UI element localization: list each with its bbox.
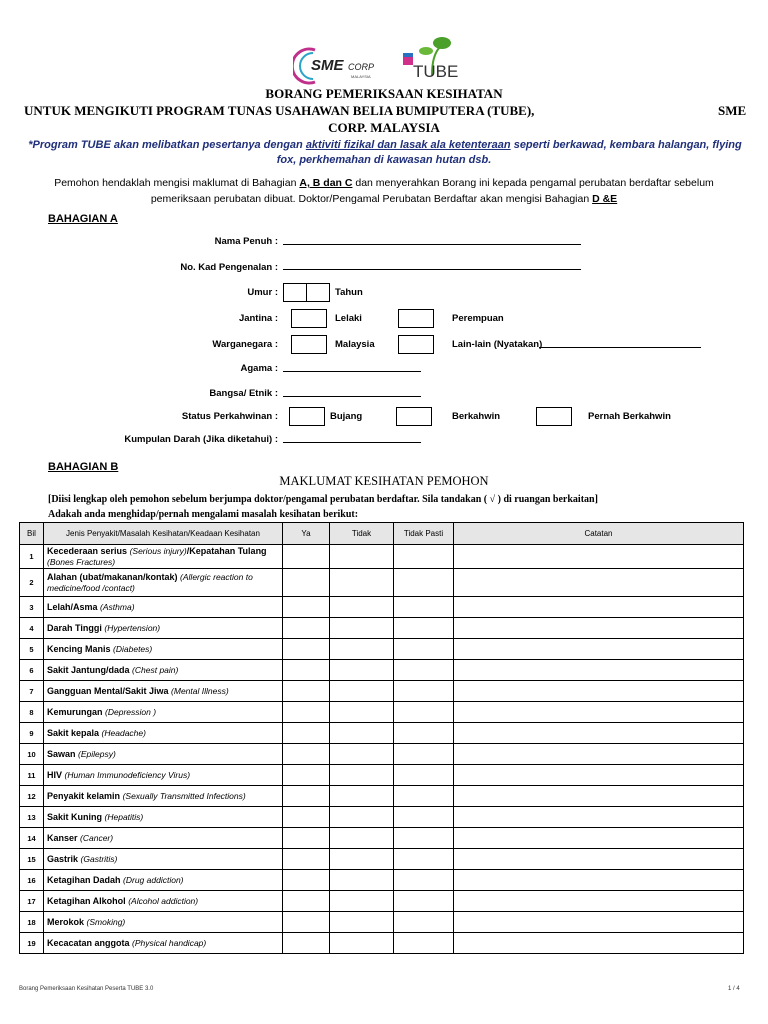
tidak-cell[interactable]	[330, 786, 394, 807]
condition-english-2: (Bones Fractures)	[47, 556, 116, 567]
catatan-cell[interactable]	[454, 639, 744, 660]
condition-english: (Chest pain)	[132, 664, 179, 675]
tidak-pasti-cell[interactable]	[394, 828, 454, 849]
condition-name: Merokok	[47, 916, 85, 927]
tidak-pasti-cell[interactable]	[394, 786, 454, 807]
condition-english: (Depression )	[105, 706, 157, 717]
row-number: 8	[20, 702, 44, 723]
col-tidak: Tidak	[330, 523, 394, 545]
row-number: 16	[20, 870, 44, 891]
row-number: 9	[20, 723, 44, 744]
intro-text	[0, 177, 768, 189]
condition-cell	[44, 744, 283, 765]
table-row	[20, 681, 744, 702]
row-number: 6	[20, 660, 44, 681]
tidak-cell[interactable]	[330, 765, 394, 786]
program-note	[20, 139, 750, 151]
tidak-cell[interactable]	[330, 618, 394, 639]
umur-box-2[interactable]	[306, 283, 330, 302]
tidak-pasti-cell[interactable]	[394, 849, 454, 870]
section-b-question: Adakah anda menghidap/pernah mengalami masalah kesihatan berikut:	[48, 509, 359, 520]
ya-cell[interactable]	[283, 597, 330, 618]
umur-unit: Tahun	[335, 287, 363, 298]
condition-english: (Headache)	[101, 727, 146, 738]
condition-cell	[44, 933, 283, 954]
tidak-cell[interactable]	[330, 849, 394, 870]
agama-label: Agama :	[240, 363, 278, 374]
ya-cell[interactable]	[283, 828, 330, 849]
row-number: 15	[20, 849, 44, 870]
condition-name: Gangguan Mental/Sakit Jiwa	[47, 685, 169, 696]
condition-english: (Diabetes)	[113, 643, 153, 654]
ya-cell[interactable]	[283, 870, 330, 891]
row-number: 14	[20, 828, 44, 849]
ya-cell[interactable]	[283, 849, 330, 870]
lelaki-checkbox[interactable]	[291, 309, 327, 328]
catatan-cell[interactable]	[454, 933, 744, 954]
condition-cell	[44, 545, 283, 569]
condition-name: Kecacatan anggota	[47, 937, 130, 948]
row-number: 7	[20, 681, 44, 702]
table-row	[20, 618, 744, 639]
tube-logo	[400, 35, 475, 85]
berkahwin-label: Berkahwin	[452, 411, 501, 422]
tidak-pasti-cell[interactable]	[394, 597, 454, 618]
sme-corp-logo	[293, 45, 388, 85]
program-note-line2: fox, perkhemahan di kawasan hutan dsb.	[276, 154, 492, 166]
table-row	[20, 933, 744, 954]
condition-name: HIV	[47, 769, 63, 780]
catatan-cell[interactable]	[454, 912, 744, 933]
row-number: 19	[20, 933, 44, 954]
condition-name: Penyakit kelamin	[47, 790, 121, 801]
svg-text:CORP: CORP	[348, 62, 375, 72]
tidak-cell[interactable]	[330, 569, 394, 597]
pernah-checkbox[interactable]	[536, 407, 572, 426]
perempuan-checkbox[interactable]	[398, 309, 434, 328]
catatan-cell[interactable]	[454, 723, 744, 744]
table-row	[20, 828, 744, 849]
tidak-cell[interactable]	[330, 639, 394, 660]
lain-field[interactable]	[539, 347, 701, 348]
row-number: 18	[20, 912, 44, 933]
catatan-cell[interactable]	[454, 681, 744, 702]
intro-part-3: pemeriksaan perubatan dibuat. Doktor/Pengamal Perubatan Berdaftar akan mengisi Bahagian	[150, 193, 593, 205]
col-bil: Bil	[20, 523, 44, 545]
tidak-pasti-cell[interactable]	[394, 807, 454, 828]
pernah-label: Pernah Berkahwin	[588, 411, 671, 422]
section-b-instruction: [Diisi lengkap oleh pemohon sebelum berjumpa doktor/pengamal perubatan berdaftar. Sila tandakan ( √ ) di ruangan berkaitan]	[48, 494, 598, 505]
darah-field[interactable]	[283, 442, 421, 443]
agama-field[interactable]	[283, 371, 421, 372]
form-subtitle: UNTUK MENGIKUTI PROGRAM TUNAS USAHAWAN BELIA BUMIPUTERA (TUBE),	[24, 103, 535, 118]
catatan-cell[interactable]	[454, 702, 744, 723]
table-row	[20, 765, 744, 786]
ya-cell[interactable]	[283, 569, 330, 597]
intro-sections: A, B dan C	[299, 177, 353, 189]
condition-cell	[44, 786, 283, 807]
condition-cell	[44, 891, 283, 912]
row-number: 12	[20, 786, 44, 807]
tidak-cell[interactable]	[330, 933, 394, 954]
catatan-cell[interactable]	[454, 807, 744, 828]
section-a-title: BAHAGIAN A	[48, 213, 118, 225]
col-ya: Ya	[283, 523, 330, 545]
condition-name: Ketagihan Alkohol	[47, 895, 126, 906]
table-row	[20, 639, 744, 660]
intro-text-line2	[0, 193, 768, 205]
lelaki-label: Lelaki	[335, 313, 362, 324]
tidak-pasti-cell[interactable]	[394, 702, 454, 723]
tidak-pasti-cell[interactable]	[394, 569, 454, 597]
ya-cell[interactable]	[283, 702, 330, 723]
table-row	[20, 870, 744, 891]
col-tidak-pasti: Tidak Pasti	[394, 523, 454, 545]
condition-name: Kanser	[47, 832, 78, 843]
kp-label: No. Kad Pengenalan :	[180, 262, 278, 273]
table-row	[20, 660, 744, 681]
nama-field[interactable]	[283, 244, 581, 245]
row-number: 3	[20, 597, 44, 618]
malaysia-label: Malaysia	[335, 339, 375, 350]
table-row	[20, 744, 744, 765]
condition-cell	[44, 569, 283, 597]
condition-english: (Physical handicap)	[132, 937, 207, 948]
note-text-2: seperti berkawad, kembara halangan, flying	[510, 139, 742, 151]
table-row	[20, 702, 744, 723]
bujang-label: Bujang	[330, 411, 363, 422]
condition-cell	[44, 849, 283, 870]
catatan-cell[interactable]	[454, 870, 744, 891]
table-row	[20, 891, 744, 912]
condition-english: (Mental Illness)	[171, 685, 229, 696]
catatan-cell[interactable]	[454, 569, 744, 597]
catatan-cell[interactable]	[454, 660, 744, 681]
condition-english: (Alcohol addiction)	[128, 895, 199, 906]
ya-cell[interactable]	[283, 807, 330, 828]
row-number: 17	[20, 891, 44, 912]
svg-text:TUBE: TUBE	[413, 62, 459, 81]
condition-name: Ketagihan Dadah	[47, 874, 121, 885]
catatan-cell[interactable]	[454, 545, 744, 569]
form-subtitle-corp: CORP. MALAYSIA	[328, 120, 440, 135]
condition-english: (Sexually Transmitted Infections)	[122, 790, 246, 801]
tidak-cell[interactable]	[330, 702, 394, 723]
ya-cell[interactable]	[283, 639, 330, 660]
tidak-pasti-cell[interactable]	[394, 618, 454, 639]
row-number: 10	[20, 744, 44, 765]
condition-english: (Cancer)	[80, 832, 114, 843]
condition-english: (Hepatitis)	[104, 811, 144, 822]
condition-cell	[44, 597, 283, 618]
darah-label: Kumpulan Darah (Jika diketahui) :	[124, 434, 278, 445]
umur-box-1[interactable]	[283, 283, 307, 302]
health-table	[19, 522, 744, 954]
condition-cell	[44, 702, 283, 723]
svg-text:MALAYSIA: MALAYSIA	[351, 74, 371, 79]
condition-name: Sakit Kuning	[47, 811, 103, 822]
lain-label: Lain-lain (Nyatakan)	[452, 339, 543, 350]
condition-cell	[44, 912, 283, 933]
tidak-cell[interactable]	[330, 723, 394, 744]
condition-cell	[44, 828, 283, 849]
bujang-checkbox[interactable]	[289, 407, 325, 426]
tidak-cell[interactable]	[330, 597, 394, 618]
catatan-cell[interactable]	[454, 786, 744, 807]
table-row	[20, 597, 744, 618]
condition-name: Darah Tinggi	[47, 622, 102, 633]
tidak-cell[interactable]	[330, 545, 394, 569]
ya-cell[interactable]	[283, 765, 330, 786]
tidak-pasti-cell[interactable]	[394, 545, 454, 569]
tidak-pasti-cell[interactable]	[394, 639, 454, 660]
row-number: 4	[20, 618, 44, 639]
tidak-pasti-cell[interactable]	[394, 744, 454, 765]
tidak-pasti-cell[interactable]	[394, 912, 454, 933]
condition-name: Sakit Jantung/dada	[47, 664, 130, 675]
catatan-cell[interactable]	[454, 744, 744, 765]
form-title: BORANG PEMERIKSAAN KESIHATAN	[265, 86, 503, 101]
table-row	[20, 912, 744, 933]
condition-english: (Hypertension)	[104, 622, 161, 633]
ya-cell[interactable]	[283, 933, 330, 954]
row-number: 5	[20, 639, 44, 660]
tidak-pasti-cell[interactable]	[394, 681, 454, 702]
footer-title: Borang Pemeriksaan Kesihatan Peserta TUBE 3.0	[19, 986, 154, 992]
catatan-cell[interactable]	[454, 891, 744, 912]
status-label: Status Perkahwinan :	[181, 411, 278, 422]
condition-cell	[44, 639, 283, 660]
table-row	[20, 545, 744, 569]
col-catatan: Catatan	[454, 523, 744, 545]
intro-part-2: dan menyerahkan Borang ini kepada pengamal perubatan berdaftar sebelum	[352, 177, 714, 189]
catatan-cell[interactable]	[454, 849, 744, 870]
condition-name: Sawan	[47, 748, 76, 759]
ya-cell[interactable]	[283, 618, 330, 639]
tidak-pasti-cell[interactable]	[394, 933, 454, 954]
section-b-title: BAHAGIAN B	[48, 461, 119, 473]
condition-cell	[44, 618, 283, 639]
catatan-cell[interactable]	[454, 597, 744, 618]
tidak-cell[interactable]	[330, 660, 394, 681]
form-subtitle-sme: SME	[718, 103, 747, 118]
intro-part: Pemohon hendaklah mengisi maklumat di Bahagian	[54, 177, 300, 189]
intro-sections-de: D &E	[592, 193, 618, 205]
jantina-label: Jantina :	[238, 313, 278, 324]
condition-name: Kencing Manis	[47, 643, 111, 654]
condition-name: Lelah/Asma	[47, 601, 98, 612]
tidak-cell[interactable]	[330, 891, 394, 912]
perempuan-label: Perempuan	[452, 313, 504, 324]
catatan-cell[interactable]	[454, 828, 744, 849]
condition-name: Sakit kepala	[47, 727, 100, 738]
ya-cell[interactable]	[283, 660, 330, 681]
lain-checkbox[interactable]	[398, 335, 434, 354]
condition-cell	[44, 723, 283, 744]
bangsa-label: Bangsa/ Etnik :	[209, 388, 278, 399]
table-row	[20, 723, 744, 744]
tidak-cell[interactable]	[330, 912, 394, 933]
page-number: 1 / 4	[728, 986, 740, 992]
tidak-cell[interactable]	[330, 828, 394, 849]
ya-cell[interactable]	[283, 545, 330, 569]
ya-cell[interactable]	[283, 744, 330, 765]
row-number: 1	[20, 545, 44, 569]
warganegara-label: Warganegara :	[212, 339, 278, 350]
berkahwin-checkbox[interactable]	[396, 407, 432, 426]
condition-english: (Asthma)	[100, 601, 135, 612]
condition-english: (Gastritis)	[80, 853, 118, 864]
svg-text:SME: SME	[311, 57, 344, 74]
note-underlined: aktiviti fizikal dan lasak ala ketenteraan	[305, 139, 511, 151]
condition-cell	[44, 765, 283, 786]
section-b-heading: MAKLUMAT KESIHATAN PEMOHON	[279, 474, 489, 488]
nama-label: Nama Penuh :	[214, 236, 278, 247]
tidak-cell[interactable]	[330, 681, 394, 702]
table-row	[20, 569, 744, 597]
row-number: 2	[20, 569, 44, 597]
bangsa-field[interactable]	[283, 396, 421, 397]
tidak-pasti-cell[interactable]	[394, 723, 454, 744]
condition-name: Alahan (ubat/makanan/kontak)	[47, 571, 178, 582]
kp-field[interactable]	[283, 269, 581, 270]
condition-name-2: /Kepatahan Tulang	[186, 545, 267, 556]
row-number: 11	[20, 765, 44, 786]
note-text: *Program TUBE akan melibatkan pesertanya dengan	[28, 139, 306, 151]
table-row	[20, 807, 744, 828]
tidak-cell[interactable]	[330, 744, 394, 765]
condition-english: (Smoking)	[86, 916, 126, 927]
tidak-cell[interactable]	[330, 870, 394, 891]
col-jenis: Jenis Penyakit/Masalah Kesihatan/Keadaan Kesihatan	[44, 523, 283, 545]
tidak-pasti-cell[interactable]	[394, 660, 454, 681]
ya-cell[interactable]	[283, 723, 330, 744]
condition-cell	[44, 660, 283, 681]
condition-name: Gastrik	[47, 853, 79, 864]
condition-cell	[44, 807, 283, 828]
condition-english: (Serious injury)	[129, 545, 187, 556]
condition-cell	[44, 681, 283, 702]
row-number: 13	[20, 807, 44, 828]
catatan-cell[interactable]	[454, 618, 744, 639]
ya-cell[interactable]	[283, 891, 330, 912]
condition-english: (Allergic reaction to medicine/food /contact)	[47, 571, 253, 593]
condition-english: (Drug addiction)	[123, 874, 184, 885]
tidak-cell[interactable]	[330, 807, 394, 828]
condition-name: Kemurungan	[47, 706, 103, 717]
condition-english: (Epilepsy)	[78, 748, 116, 759]
ya-cell[interactable]	[283, 786, 330, 807]
tidak-pasti-cell[interactable]	[394, 765, 454, 786]
condition-name: Kecederaan serius	[47, 545, 128, 556]
table-row	[20, 786, 744, 807]
ya-cell[interactable]	[283, 912, 330, 933]
condition-cell	[44, 870, 283, 891]
table-row	[20, 849, 744, 870]
malaysia-checkbox[interactable]	[291, 335, 327, 354]
tidak-pasti-cell[interactable]	[394, 891, 454, 912]
condition-english: (Human Immunodeficiency Virus)	[64, 769, 191, 780]
ya-cell[interactable]	[283, 681, 330, 702]
catatan-cell[interactable]	[454, 765, 744, 786]
umur-label: Umur :	[247, 287, 278, 298]
tidak-pasti-cell[interactable]	[394, 870, 454, 891]
